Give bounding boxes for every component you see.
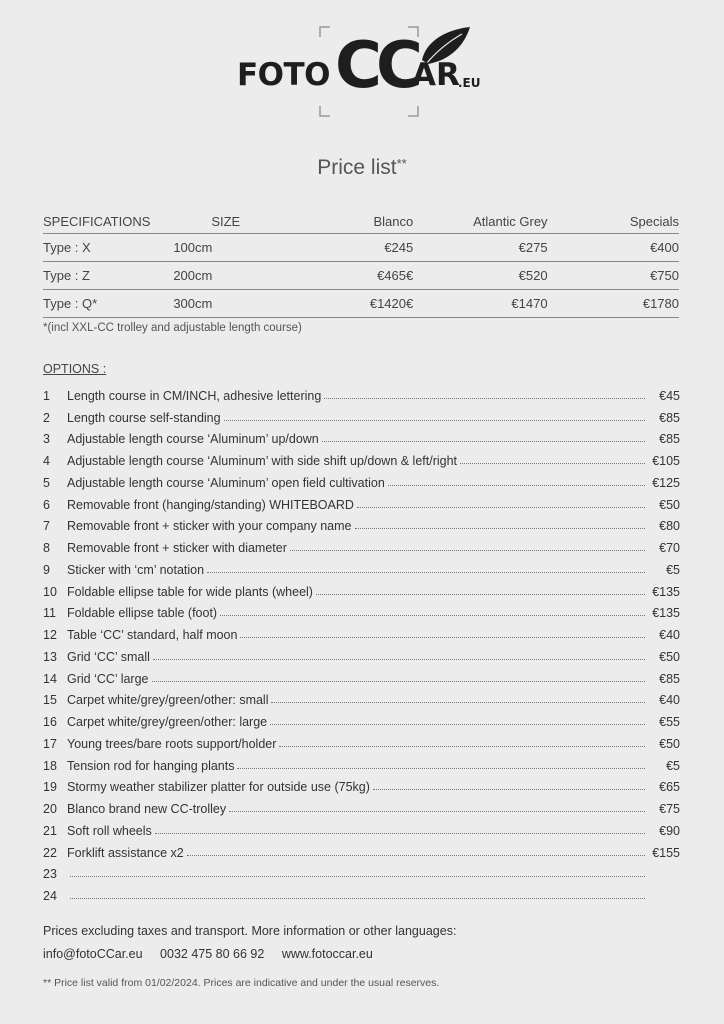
row-atlantic-grey-price: €520	[413, 262, 547, 290]
row-type: Type : Z	[43, 262, 173, 290]
option-price: €50	[659, 736, 680, 751]
option-price: €5	[666, 562, 680, 577]
option-price: €155	[652, 845, 680, 860]
row-blanco-price: €245	[273, 234, 413, 262]
dotted-leader	[224, 420, 645, 421]
dotted-leader	[279, 746, 645, 747]
dotted-leader	[153, 659, 645, 660]
row-blanco-price: €1420€	[273, 290, 413, 318]
option-price: €45	[659, 388, 680, 403]
list-item	[43, 642, 680, 664]
dotted-leader	[152, 681, 645, 682]
option-number: 16	[43, 715, 57, 729]
list-item	[43, 838, 680, 860]
footer-validity: ** Price list valid from 01/02/2024. Prices are indicative and under the usual reserves.	[43, 977, 440, 989]
option-label: Foldable ellipse table for wide plants (wheel)	[67, 584, 313, 599]
row-atlantic-grey-price: €1470	[413, 290, 547, 318]
dotted-leader	[373, 789, 645, 790]
page-title-text: Price list	[317, 156, 397, 179]
option-number: 20	[43, 802, 57, 816]
option-number: 2	[43, 410, 50, 425]
table-row	[43, 290, 679, 318]
option-price: €50	[659, 497, 680, 512]
table-row	[43, 234, 679, 262]
option-price: €65	[659, 780, 680, 795]
option-label: Length course in CM/INCH, adhesive lettering	[67, 388, 322, 403]
option-label: Adjustable length course ‘Aluminum’ open field cultivation	[67, 475, 385, 490]
dotted-leader	[207, 572, 645, 573]
option-number: 4	[43, 454, 50, 468]
option-number: 5	[43, 475, 50, 490]
table-footnote: *(incl XXL-CC trolley and adjustable length course)	[43, 322, 302, 334]
logo	[236, 24, 486, 119]
option-label: Forklift assistance x2	[67, 845, 184, 860]
option-number: 3	[43, 432, 50, 447]
list-item	[43, 512, 680, 534]
option-price: €85	[659, 432, 680, 447]
option-number: 11	[43, 606, 56, 621]
option-price: €40	[659, 693, 680, 708]
footer-contact	[43, 947, 387, 961]
option-price: €85	[659, 671, 680, 686]
list-item	[43, 751, 680, 773]
page-title	[0, 156, 724, 180]
option-number: 13	[43, 649, 57, 664]
option-price: €5	[666, 758, 680, 773]
list-item	[43, 881, 680, 903]
logo-text-ar: AR	[412, 57, 460, 93]
list-item	[43, 599, 680, 621]
option-price: €135	[652, 584, 680, 599]
header-blanco: Blanco	[273, 210, 413, 234]
option-price: €80	[659, 519, 680, 534]
option-number: 17	[43, 736, 57, 751]
option-number: 6	[43, 497, 50, 512]
option-price: €55	[659, 715, 680, 729]
list-item	[43, 533, 680, 555]
option-number: 24	[43, 889, 57, 903]
dotted-leader	[70, 898, 645, 899]
options-title: OPTIONS :	[43, 362, 107, 376]
footer-email[interactable]: info@fotoCCar.eu	[43, 947, 143, 961]
logo-text-eu: .EU	[458, 76, 481, 90]
option-label: Young trees/bare roots support/holder	[67, 736, 277, 751]
option-number: 10	[43, 584, 57, 599]
dotted-leader	[357, 507, 645, 508]
option-label: Removable front (hanging/standing) WHITEBOARD	[67, 497, 354, 512]
header-specifications: SPECIFICATIONS	[43, 210, 173, 234]
footer-info: Prices excluding taxes and transport. More information or other languages:	[43, 924, 457, 938]
row-size: 200cm	[173, 262, 273, 290]
option-number: 15	[43, 693, 57, 708]
dotted-leader	[155, 833, 645, 834]
options-list	[43, 381, 680, 903]
list-item	[43, 577, 680, 599]
footer-website[interactable]: www.fotoccar.eu	[281, 947, 373, 961]
option-label: Table ‘CC’ standard, half moon	[67, 628, 238, 642]
dotted-leader	[237, 768, 645, 769]
list-item	[43, 773, 680, 795]
option-number: 22	[43, 845, 57, 860]
list-item	[43, 816, 680, 838]
row-atlantic-grey-price: €275	[413, 234, 547, 262]
list-item	[43, 555, 680, 577]
dotted-leader	[187, 855, 645, 856]
option-number: 12	[43, 628, 57, 642]
list-item	[43, 425, 680, 447]
option-price: €85	[659, 410, 680, 425]
dotted-leader	[324, 398, 645, 399]
option-number: 19	[43, 780, 57, 795]
option-label: Blanco brand new CC-trolley	[67, 802, 227, 816]
list-item	[43, 664, 680, 686]
row-type: Type : Q*	[43, 290, 173, 318]
header-atlantic-grey: Atlantic Grey	[413, 210, 547, 234]
footer-phone[interactable]: 0032 475 80 66 92	[160, 947, 265, 961]
option-label: Grid ‘CC’ large	[67, 671, 149, 686]
table-row	[43, 262, 679, 290]
option-number: 18	[43, 758, 57, 773]
row-size: 100cm	[173, 234, 273, 262]
row-specials-price: €400	[548, 234, 679, 262]
option-number: 8	[43, 541, 50, 555]
option-price: €70	[659, 541, 680, 555]
list-item	[43, 794, 680, 816]
option-number: 21	[43, 823, 57, 838]
table-header-row	[43, 210, 679, 234]
list-item	[43, 490, 680, 512]
dotted-leader	[388, 485, 645, 486]
list-item	[43, 860, 680, 882]
dotted-leader	[316, 594, 645, 595]
row-type: Type : X	[43, 234, 173, 262]
option-price: €40	[659, 628, 680, 642]
option-label: Length course self-standing	[67, 410, 221, 425]
logo-text-cc: CC	[335, 29, 417, 103]
dotted-leader	[271, 702, 645, 703]
option-number: 14	[43, 671, 57, 686]
header-size: SIZE	[173, 210, 273, 234]
option-label: Adjustable length course ‘Aluminum’ with side shift up/down & left/right	[67, 454, 458, 468]
list-item	[43, 468, 680, 490]
dotted-leader	[270, 724, 645, 725]
option-label: Carpet white/grey/green/other: large	[67, 715, 268, 729]
header-specials: Specials	[548, 210, 679, 234]
dotted-leader	[229, 811, 645, 812]
option-label: Grid ‘CC’ small	[67, 649, 150, 664]
dotted-leader	[460, 463, 645, 464]
option-number: 9	[43, 562, 50, 577]
option-label: Foldable ellipse table (foot)	[67, 606, 218, 621]
option-number: 7	[43, 519, 50, 534]
dotted-leader	[355, 528, 646, 529]
option-number: 23	[43, 867, 57, 882]
option-number: 1	[43, 388, 50, 403]
dotted-leader	[220, 615, 645, 616]
specifications-table	[43, 210, 679, 318]
list-item	[43, 707, 680, 729]
option-label: Adjustable length course ‘Aluminum’ up/down	[67, 432, 319, 447]
row-specials-price: €750	[548, 262, 679, 290]
list-item	[43, 381, 680, 403]
dotted-leader	[70, 876, 645, 877]
option-price: €90	[659, 823, 680, 838]
option-price: €50	[659, 649, 680, 664]
row-specials-price: €1780	[548, 290, 679, 318]
dotted-leader	[240, 637, 645, 638]
option-price: €75	[659, 802, 680, 816]
option-label: Stormy weather stabilizer platter for outside use (75kg)	[67, 780, 370, 795]
option-price: €105	[652, 454, 680, 468]
row-size: 300cm	[173, 290, 273, 318]
list-item	[43, 446, 680, 468]
logo-text-foto: FOTO	[237, 57, 331, 93]
list-item	[43, 620, 680, 642]
option-price: €125	[652, 475, 680, 490]
list-item	[43, 686, 680, 708]
dotted-leader	[290, 550, 645, 551]
option-label: Removable front + sticker with your company name	[67, 519, 352, 534]
option-label: Tension rod for hanging plants	[67, 758, 235, 773]
option-price: €135	[652, 606, 680, 621]
row-blanco-price: €465€	[273, 262, 413, 290]
option-label: Sticker with ‘cm’ notation	[67, 562, 205, 577]
list-item	[43, 729, 680, 751]
option-label: Removable front + sticker with diameter	[67, 541, 287, 555]
title-footnote-mark: **	[396, 156, 407, 171]
list-item	[43, 403, 680, 425]
option-label: Carpet white/grey/green/other: small	[67, 693, 269, 708]
option-label: Soft roll wheels	[67, 823, 152, 838]
dotted-leader	[322, 441, 645, 442]
